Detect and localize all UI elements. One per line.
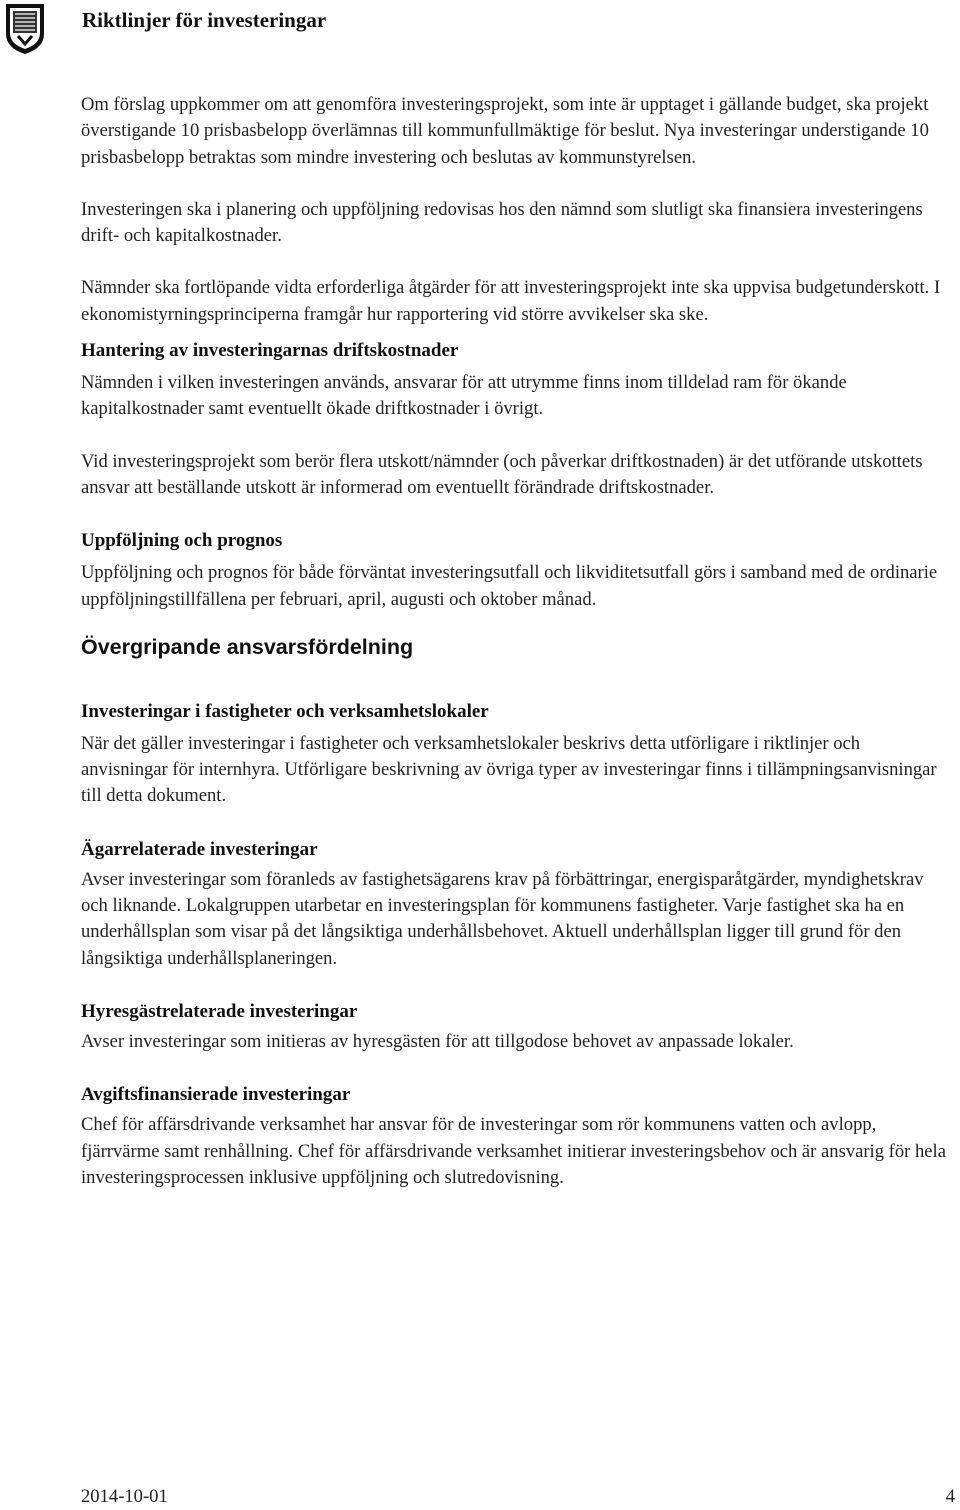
paragraph-capital-costs: Nämnden i vilken investeringen används, ansvarar för att utrymme finns inom tilldelad ram för ökande kapitalkostnader samt eventuellt ökade driftkostnader i övrigt. bbox=[81, 372, 847, 420]
municipal-crest-icon bbox=[4, 2, 46, 56]
paragraph-committees: Vid investeringsprojekt som berör flera utskott/nämnder (och påverkar driftkostnaden) är det utförande utskottets ansvar att beställande utskott är informerad om eventuellt förändrade driftskostnader. bbox=[81, 450, 923, 498]
heading-fee-financed-investments: Avgiftsfinansierade investeringar bbox=[81, 1084, 351, 1106]
paragraph-forecast: Uppföljning och prognos för både förväntat investeringsutfall och likviditetsutfall görs i samband med de ordinarie uppföljningstillfällena per februari, april, augusti och oktober månad. bbox=[81, 562, 938, 610]
paragraph-tenant: Avser investeringar som initieras av hyresgästen för att tillgodose behovet av anpassade lokaler. bbox=[81, 1030, 794, 1052]
footer-date: 2014-10-01 bbox=[81, 1486, 168, 1507]
paragraph-property: När det gäller investeringar i fastigheter och verksamhetslokaler beskrivs detta utförligare i riktlinjer och anvisningar för internhyra. Utförligare beskrivning av övriga typer av investeringar finns i tillämpningsanvisningar till detta dokument. bbox=[81, 732, 937, 807]
paragraph-investment-proposal: Om förslag uppkommer om att genomföra investeringsprojekt, som inte är upptaget i gällande budget, ska projekt överstigande 10 prisbasbelopp överlämnas till kommunfullmäktige för beslut. Nya investeringar understigande 10 prisbasbelopp betraktas som mindre investering och beslutas av kommunstyrelsen. bbox=[81, 94, 929, 168]
heading-property-investments: Investeringar i fastigheter och verksamhetslokaler bbox=[81, 700, 489, 722]
document-body bbox=[81, 92, 951, 1191]
paragraph-owner: Avser investeringar som föranleds av fastighetsägarens krav på förbättringar, energisparåtgärder, myndighetskrav och liknande. Lokalgruppen utarbetar en investeringsplan för kommunens fastigheter. Varje fastighet ska ha en underhållsplan som visar på det långsiktiga underhållsbehovet. Aktuell underhållsplan ligger till grund för den långsiktiga underhållsplaneringen. bbox=[81, 868, 924, 969]
heading-tenant-investments: Hyresgästrelaterade investeringar bbox=[81, 1000, 358, 1022]
page-number: 4 bbox=[945, 1486, 955, 1507]
heading-operating-costs: Hantering av investeringarnas driftskostnader bbox=[81, 340, 459, 362]
heading-owner-investments: Ägarrelaterade investeringar bbox=[81, 838, 318, 860]
paragraph-budget-deficit: Nämnder ska fortlöpande vidta erforderliga åtgärder för att investeringsprojekt inte ska uppvisa budgetunderskott. I ekonomistyrningsprinciperna framgår hur rapportering vid större avvikelser ska ske. bbox=[81, 277, 941, 325]
paragraph-planning: Investeringen ska i planering och uppföljning redovisas hos den nämnd som slutligt ska finansiera investeringens drift- och kapitalkostnader. bbox=[81, 198, 923, 247]
section-heading-responsibility: Övergripande ansvarsfördelning bbox=[81, 634, 414, 659]
paragraph-fee-financed: Chef för affärsdrivande verksamhet har ansvar för de investeringar som rör kommunens vatten och avlopp, fjärrvärme samt renhållning. Chef för affärsdrivande verksamhet initierar investeringsbehov och är ansvarig för hela investeringsprocessen inklusive uppföljning och slutredovisning. bbox=[81, 1114, 946, 1188]
heading-follow-up: Uppföljning och prognos bbox=[81, 530, 283, 552]
document-title: Riktlinjer för investeringar bbox=[82, 8, 327, 32]
